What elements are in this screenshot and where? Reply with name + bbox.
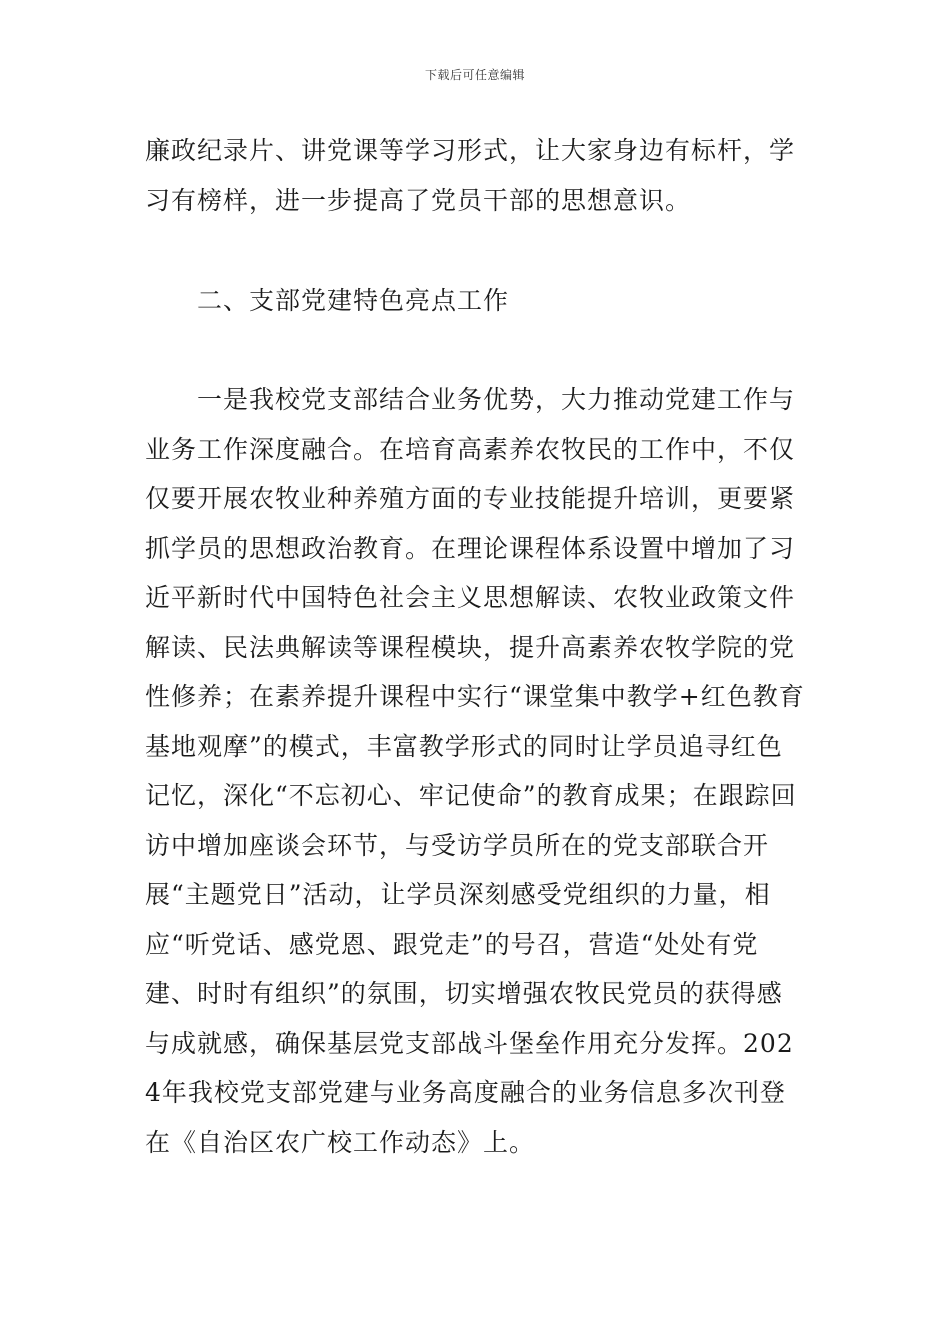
paragraph-1: 廉政纪录片、讲党课等学习形式，让大家身边有标杆，学习有榜样，进一步提高了党员干部的思想意识。 xyxy=(145,136,796,215)
section-heading: 二、支部党建特色亮点工作 xyxy=(197,286,510,315)
page-header: 下载后可任意编辑 xyxy=(424,68,525,82)
paragraph-2: 一是我校党支部结合业务优势，大力推动党建工作与业务工作深度融合。在培育高素养农牧民的工作中，不仅仅要开展农牧业种养殖方面的专业技能提升培训，更要紧抓学员的思想政治教育。在理论课程体系设置中增加了习近平新时代中国特色社会主义思想解读、农牧业政策文件解读、民法典解读等课程模块，提升高素养农牧学院的党性修养；在素养提升课程中实行“课堂集中教学+红色教育基地观摩”的模式，丰富教学形式的同时让学员追寻红色记忆，深化“不忘初心、牢记使命”的教育成果；在跟踪回访中增加座谈会环节，与受访学员所在的党支部联合开展“主题党日”活动，让学员深刻感受党组织的力量，相应“听党话、感党恩、跟党走”的号召，营造“处处有党建、时时有组织”的氛围，切实增强农牧民党员的获得感与成就感，确保基层党支部战斗堡垒作用充分发挥。2024年我校党支部党建与业务高度融合的业务信息多次刊登在《自治区农广校工作动态》上。 xyxy=(145,385,805,1157)
